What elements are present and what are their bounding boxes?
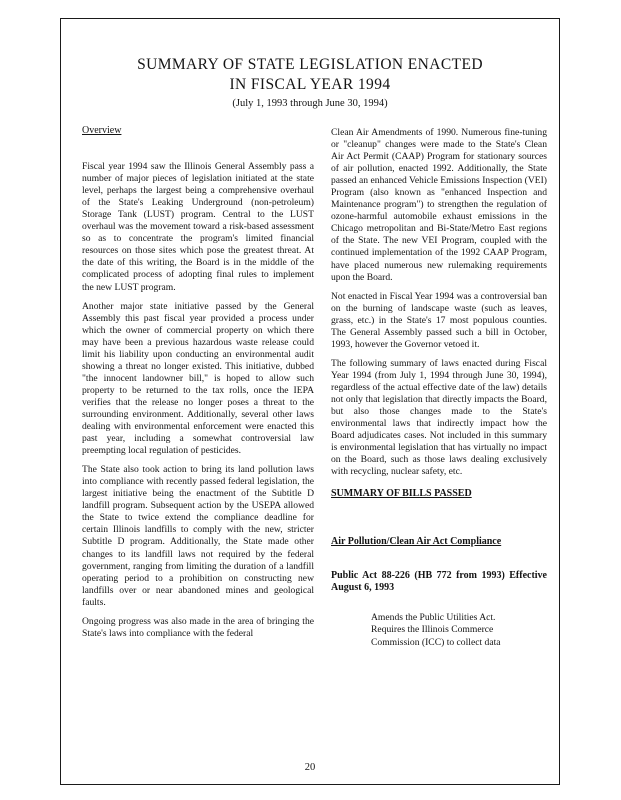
right-paragraph-2: Not enacted in Fiscal Year 1994 was a controversial ban on the burning of landscape waste (such as leaves, grass, etc.) in the State's 17 most populous counties. The General Assembly passed such a bill in October, 1993, however the Governor vetoed it.: [331, 290, 547, 350]
overview-heading: Overview: [82, 125, 122, 136]
amends-line-3: Commission (ICC) to collect data: [371, 636, 501, 648]
amends-line-2: Requires the Illinois Commerce: [371, 624, 494, 636]
overview-paragraph-3: The State also took action to bring its land pollution laws into compliance with recently passed federal legislation, the largest initiative being the enactment of the Subtitle D landfill program. Subsequent action by the USEPA allowed the State to twice extend the compliance deadline for certain Illinois landfills to comply with the new, stricter Subtitle D program. Additionally, the State made other changes to its landfill laws not required by the federal government, ranging from limiting the duration of a landfill operating period to a prohibition on constructing new landfills over or near abandoned mines and geological faults.: [82, 464, 314, 608]
left-column: [82, 125, 314, 647]
public-act-heading: Public Act 88-226 (HB 772 from 1993) Effective August 6, 1993: [331, 570, 547, 594]
amends-line-1: Amends the Public Utilities Act.: [371, 612, 496, 624]
overview-paragraph-1: Fiscal year 1994 saw the Illinois General Assembly pass a number of major pieces of legislation initiated at the state level, perhaps the largest being a comprehensive overhaul of the State's Leaking Underground (non-petroleum) Storage Tank (LUST) program. Central to the LUST overhaul was the movement toward a risk-based assessment so as to concentrate the program's limited financial resources on those sites which pose the greatest threat. At the date of this writing, the Board is in the middle of the complicated process of adopting final rules to implement the new LUST program.: [82, 161, 314, 293]
right-paragraph-3: The following summary of laws enacted during Fiscal Year 1994 (from July 1, 1994 through June 30, 1994), regardless of the actual effective date of the law) details not only that legislation that directly impacts the Board, but also those changes made to the State's environmental laws that indirectly impact how the Board adjudicates cases. Not included in this summary is environmental legislation that has virtually no impact on the Board, such as those laws dealing exclusively with recycling, nuclear safety, etc.: [331, 357, 547, 478]
right-paragraph-1: Clean Air Amendments of 1990. Numerous fine-tuning or "cleanup" changes were made to the State's Clean Air Act Permit (CAAP) Program for stationary sources of air pollution, enacted 1992. Additionally, the State passed an enhanced Vehicle Emissions Inspection (VEI) Program (also known as "enhanced Inspection and Maintenance program") to strengthen the regulation of ozone-harmful automobile exhaust emissions in the Chicago metropolitan and Bi-State/Metro East regions of the State. The new VEI Program, coupled with the continued implementation of the 1992 CAAP Program, have placed numerous new rulemaking requirements upon the Board.: [331, 127, 547, 283]
right-column: [331, 127, 547, 649]
amends-block: [331, 612, 547, 648]
page-number: 20: [304, 762, 316, 773]
summary-of-bills-heading: SUMMARY OF BILLS PASSED: [331, 488, 472, 500]
overview-paragraph-4: Ongoing progress was also made in the area of bringing the State's laws into compliance with the federal: [82, 615, 314, 639]
air-pollution-heading: Air Pollution/Clean Air Act Compliance: [331, 536, 502, 548]
document-title-line-2: IN FISCAL YEAR 1994: [229, 76, 391, 93]
overview-paragraph-2: Another major state initiative passed by the General Assembly this past fiscal year provided a process under which the owner of commercial property on which there may have been a previous hazardous waste release could limit his liability upon conducting an environmental audit showing a threat no longer existed. This initiative, dubbed "the innocent landowner bill," is hoped to allow such property to be returned to the tax rolls, once the IEPA verifies that the release no longer poses a threat to the surrounding environment. Additionally, several other laws dealing with environmental enforcement were enacted this past year, including a somewhat controversial law preempting local regulation of pesticides.: [82, 300, 314, 457]
document-subtitle: (July 1, 1993 through June 30, 1994): [232, 98, 388, 109]
document-title-line-1: SUMMARY OF STATE LEGISLATION ENACTED: [137, 56, 483, 73]
